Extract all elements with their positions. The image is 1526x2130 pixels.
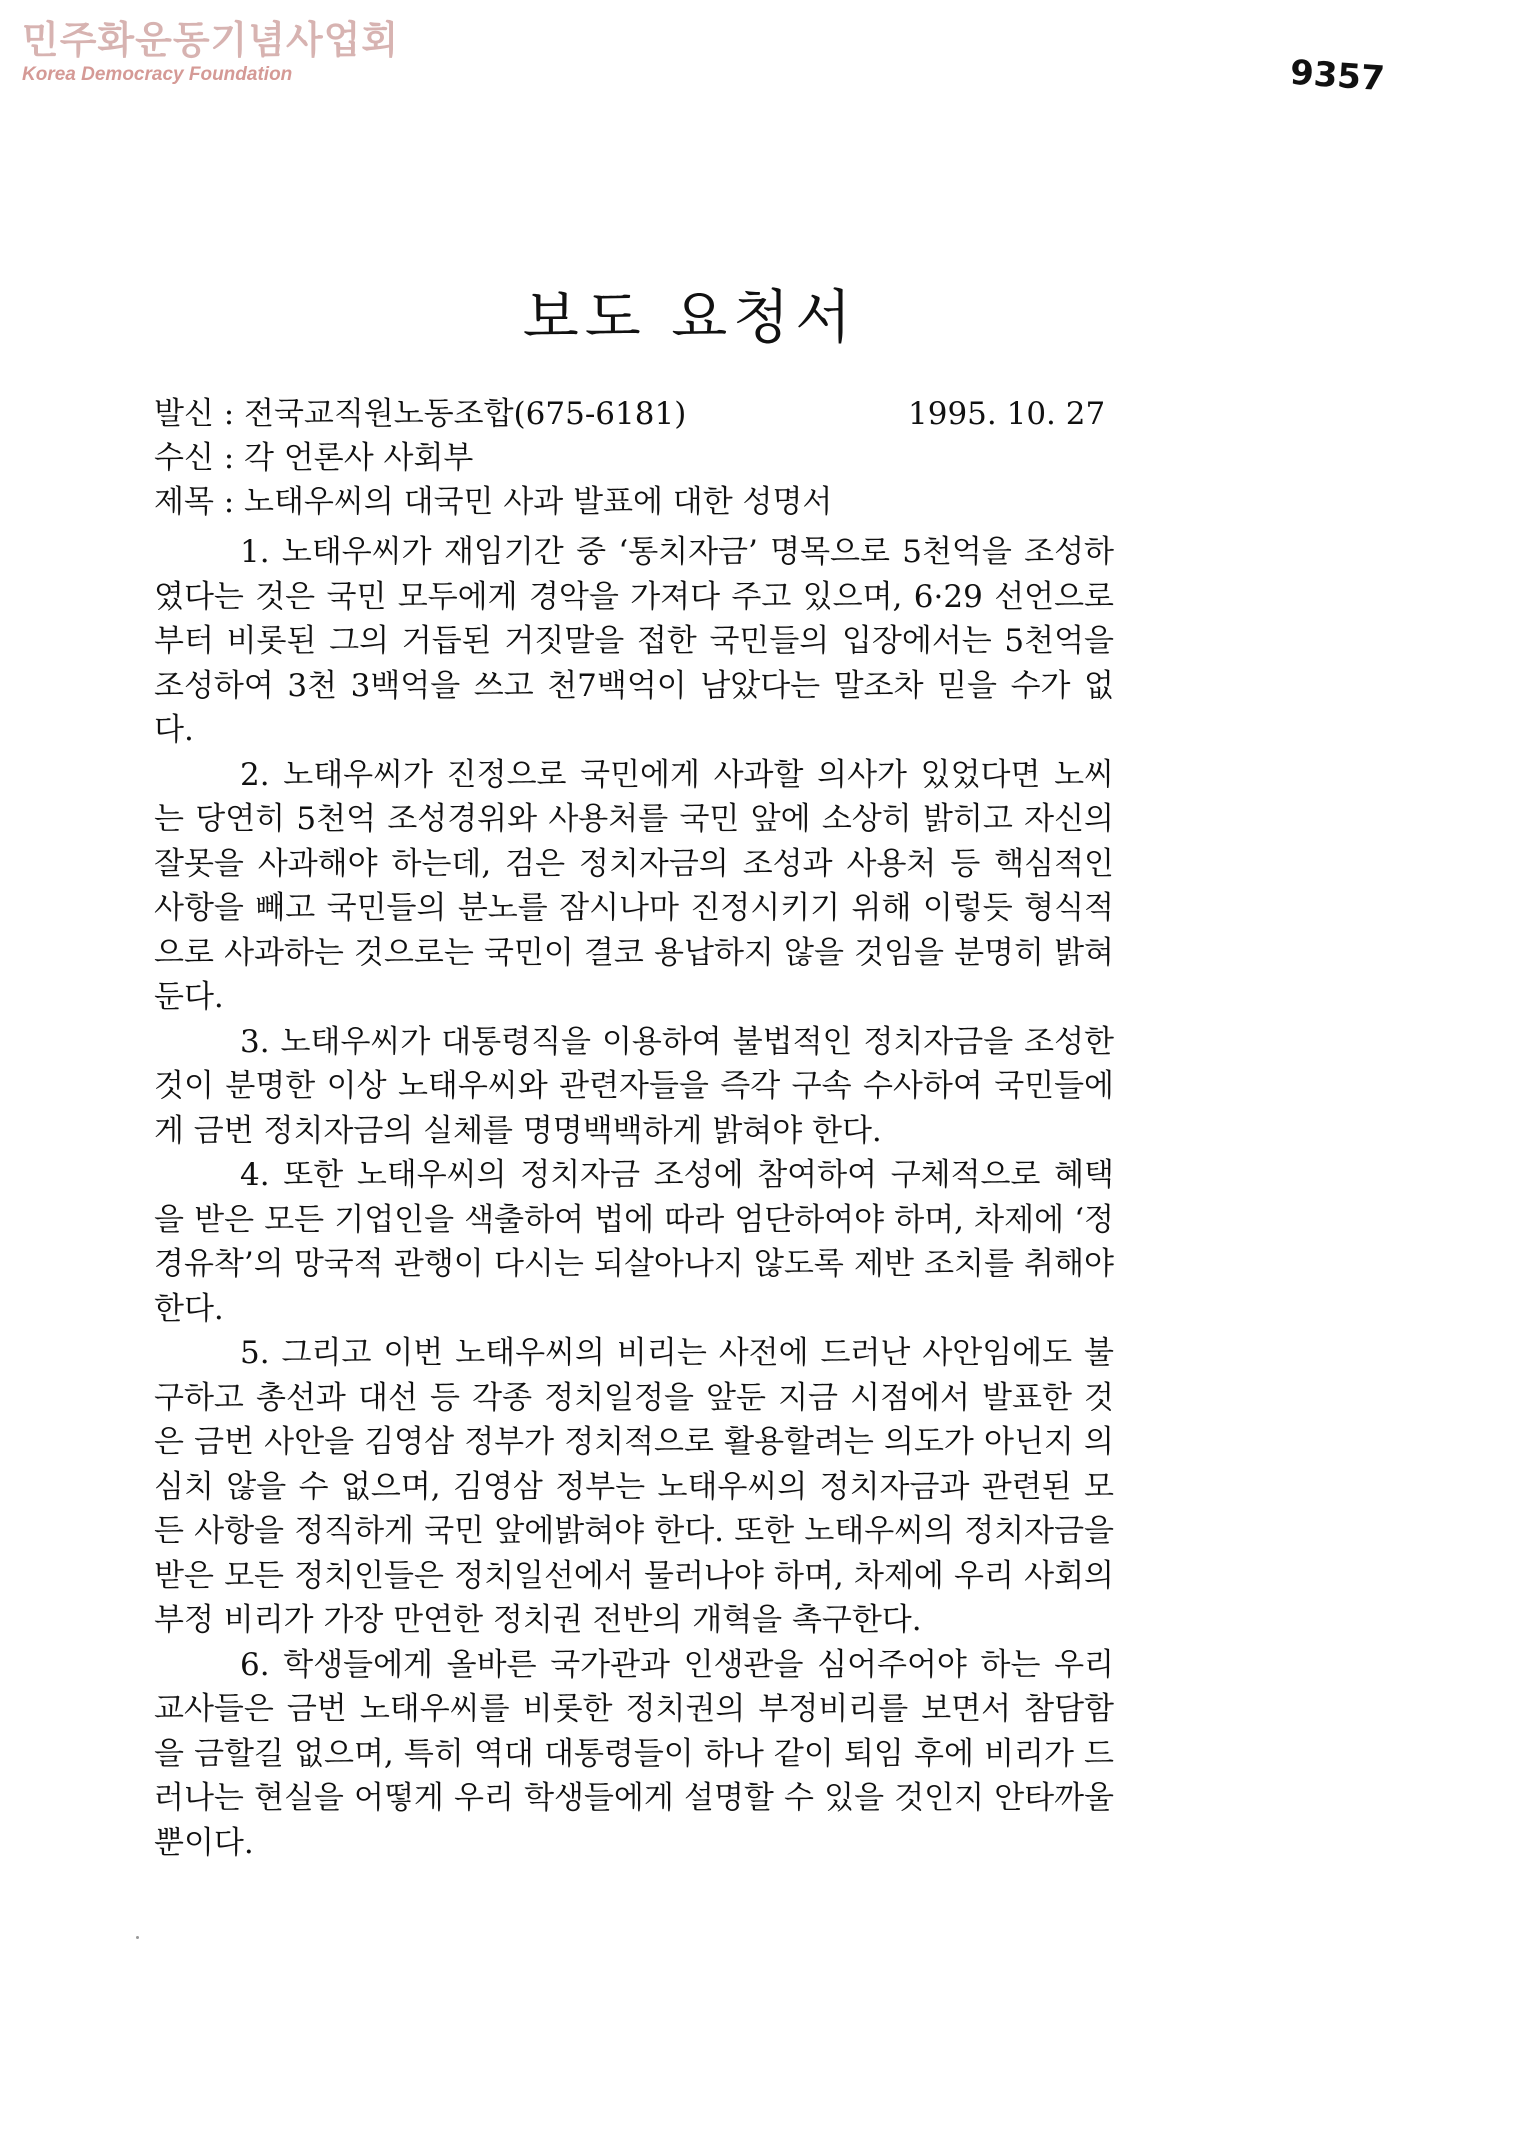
scan-speck (136, 1936, 139, 1939)
sender-line: 발신 : 전국교직원노동조합(675-6181) (154, 396, 687, 432)
document-date: 1995. 10. 27 (908, 396, 1106, 432)
sender-row (154, 392, 1134, 436)
paragraph-3: 3. 노태우씨가 대통령직을 이용하여 불법적인 정치자금을 조성한 것이 분명한 이상 노태우씨와 관련자들을 즉각 구속 수사하여 국민들에게 금번 정치자금의 실체를 명명백백하게 밝혀야 한다. (154, 1023, 1114, 1149)
statement-body (154, 530, 1114, 1865)
handwritten-page-number: 9357 (1288, 52, 1386, 100)
paragraph-5: 5. 그리고 이번 노태우씨의 비리는 사전에 드러난 사안임에도 불구하고 총선과 대선 등 각종 정치일정을 앞둔 지금 시점에서 발표한 것은 금번 사안을 김영삼 정부가 정치적으로 활용할려는 의도가 아닌지 의심치 않을 수 없으며, 김영삼 정부는 노태우씨의 정치자금과 관련된 모든 사항을 정직하게 국민 앞에밝혀야 한다. 또한 노태우씨의 정치자금을 받은 모든 정치인들은 정치일선에서 물러나야 하며, 차제에 우리 사회의 부정 비리가 가장 만연한 정치권 전반의 개혁을 촉구한다. (154, 1335, 1114, 1638)
foundation-watermark (22, 18, 399, 86)
subject-line: 제목 : 노태우씨의 대국민 사과 발표에 대한 성명서 (154, 484, 833, 520)
document-header (154, 392, 1134, 524)
paragraph-6: 6. 학생들에게 올바른 국가관과 인생관을 심어주어야 하는 우리 교사들은 금번 노태우씨를 비롯한 정치권의 부정비리를 보면서 참담함을 금할길 없으며, 특히 역대 대통령들이 하나 같이 퇴임 후에 비리가 드러나는 현실을 어떻게 우리 학생들에게 설명할 수 있을 것인지 안타까울 뿐이다. (154, 1646, 1114, 1861)
paragraph-1: 1. 노태우씨가 재임기간 중 ‘통치자금’ 명목으로 5천억을 조성하였다는 것은 국민 모두에게 경악을 가져다 주고 있으며, 6·29 선언으로부터 비롯된 그의 거듭된 거짓말을 접한 국민들의 입장에서는 5천억을 조성하여 3천 3백억을 쓰고 천7백억이 남았다는 말조차 믿을 수가 없다. (154, 534, 1114, 748)
document-title: 보도 요청서 (522, 283, 858, 351)
recipient-line: 수신 : 각 언론사 사회부 (154, 440, 474, 476)
watermark-korean: 민주화운동기념사업회 (22, 18, 400, 62)
paragraph-4: 4. 또한 노태우씨의 정치자금 조성에 참여하여 구체적으로 혜택을 받은 모든 기업인을 색출하여 법에 따라 엄단하여야 하며, 차제에 ‘정경유착’의 망국적 관행이 다시는 되살아나지 않도록 제반 조치를 취해야 한다. (154, 1157, 1114, 1327)
watermark-english: Korea Democracy Foundation (22, 64, 293, 85)
paragraph-2: 2. 노태우씨가 진정으로 국민에게 사과할 의사가 있었다면 노씨는 당연히 5천억 조성경위와 사용처를 국민 앞에 소상히 밝히고 자신의 잘못을 사과해야 하는데, 검은 정치자금의 조성과 사용처 등 핵심적인 사항을 빼고 국민들의 분노를 잠시나마 진정시키기 위해 이렇듯 형식적으로 사과하는 것으로는 국민이 결코 용납하지 않을 것임을 분명히 밝혀둔다. (154, 756, 1114, 1015)
